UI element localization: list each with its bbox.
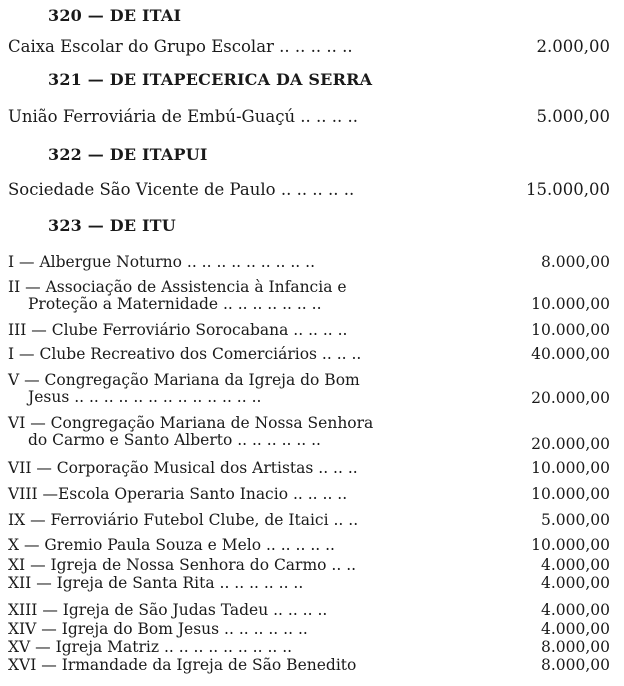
entry-amount: 10.000,00 [531,536,610,554]
entry-amount: 20.000,00 [531,389,610,407]
entry-amount: 4.000,00 [540,620,610,638]
entry-label: X — Gremio Paula Souza e Melo .. .. .. .. .. [8,536,335,554]
entry-label: VII — Corporação Musical dos Artistas .. .. .. [8,459,358,477]
entry-label: XII — Igreja de Santa Rita .. .. .. .. .. .. [8,574,304,592]
entry-amount: 2.000,00 [536,37,610,56]
entry-label: XI — Igreja de Nossa Senhora do Carmo .. .. [8,556,357,574]
entry-amount: 15.000,00 [526,180,610,199]
entry-label: II — Associação de Assistencia à Infancia e [8,278,347,296]
entry-label: XIV — Igreja do Bom Jesus .. .. .. .. .. .. [8,620,308,638]
entry-amount: 4.000,00 [540,601,610,619]
entry-label-continuation: do Carmo e Santo Alberto .. .. .. .. .. .. [28,431,321,449]
entry-label: V — Congregação Mariana da Igreja do Bom [8,371,360,389]
entry-label: Sociedade São Vicente de Paulo .. .. .. .. .. [8,180,355,199]
entry-amount: 8.000,00 [540,656,610,674]
entry-amount: 10.000,00 [531,321,610,339]
entry-label: IX — Ferroviário Futebol Clube, de Itaici .. .. [8,511,359,529]
entry-label: XVI — Irmandade da Igreja de São Benedito [8,656,357,674]
entry-amount: 5.000,00 [540,511,610,529]
entry-label: VI — Congregação Mariana de Nossa Senhora [8,414,374,432]
section-heading-323: 323 — DE ITU [48,216,176,235]
entry-label: Caixa Escolar do Grupo Escolar .. .. .. .. .. [8,37,353,56]
entry-label: XV — Igreja Matriz .. .. .. .. .. .. .. .. .. [8,638,293,656]
section-heading-320: 320 — DE ITAI [48,6,182,25]
entry-amount: 8.000,00 [540,253,610,271]
entry-amount: 10.000,00 [531,485,610,503]
entry-label: I — Clube Recreativo dos Comerciários .. .. .. [8,345,362,363]
entry-amount: 5.000,00 [536,107,610,126]
entry-label: III — Clube Ferroviário Sorocabana .. .. .. .. [8,321,348,339]
entry-amount: 4.000,00 [540,574,610,592]
entry-label: VIII —Escola Operaria Santo Inacio .. .. .. .. [8,485,348,503]
section-heading-322: 322 — DE ITAPUI [48,145,208,164]
entry-label: XIII — Igreja de São Judas Tadeu .. .. .. .. [8,601,328,619]
entry-amount: 40.000,00 [531,345,610,363]
entry-amount: 10.000,00 [531,459,610,477]
section-heading-321: 321 — DE ITAPECERICA DA SERRA [48,70,373,89]
entry-label: União Ferroviária de Embú-Guaçú .. .. .. .. [8,107,359,126]
entry-label-continuation: Jesus .. .. .. .. .. .. .. .. .. .. .. .. .. [28,388,262,406]
entry-amount: 10.000,00 [531,295,610,313]
entry-label: I — Albergue Noturno .. .. .. .. .. .. .. .. .. [8,253,315,271]
entry-amount: 4.000,00 [540,556,610,574]
entry-amount: 20.000,00 [531,435,610,453]
entry-amount: 8.000,00 [540,638,610,656]
entry-label-continuation: Proteção a Maternidade .. .. .. .. .. .. .. [28,295,322,313]
